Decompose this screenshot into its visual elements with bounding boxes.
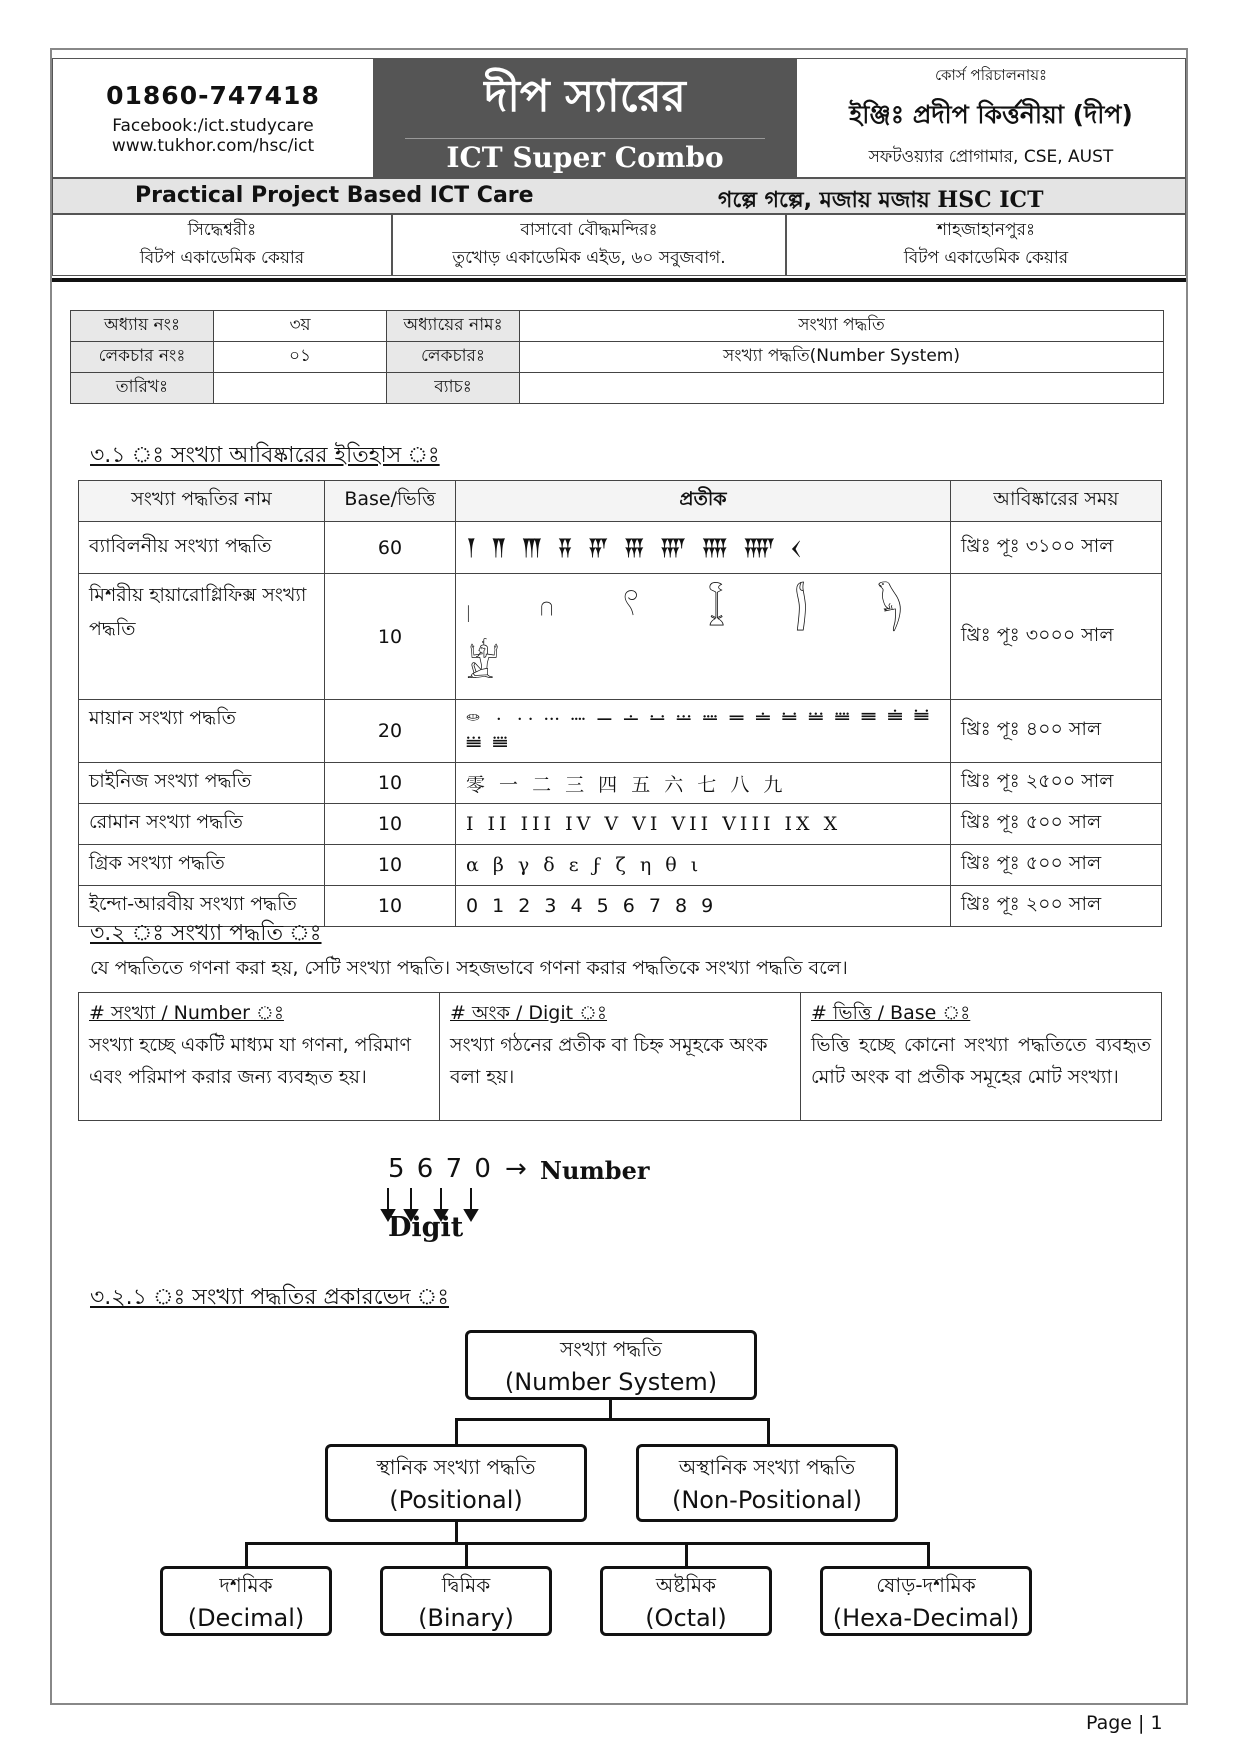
branch-3 — [786, 214, 1186, 276]
branch-name: বিটপ একাডেমিক কেয়ার — [139, 248, 305, 268]
node-bn: দশমিক — [219, 1572, 273, 1597]
branch-area: বাসাবো বৌদ্ধমন্দিরঃ — [520, 220, 658, 240]
system-symbols: 𒐕 𒐖 𒐗 𒐘 𒐙 𒐚 𒐛 𒐜 𒐝 𒌋 — [456, 522, 951, 574]
number-system-intro: যে পদ্ধতিতে গণনা করা হয়, সেটি সংখ্যা পদ্ধতি। সহজভাবে গণনা করার পদ্ধতিকে সংখ্যা পদ্ধতি বলে। — [90, 957, 848, 979]
system-symbols: 零 一 二 三 四 五 六 七 八 九 — [456, 763, 951, 804]
branch-area: শাহজাহানপুরঃ — [936, 220, 1036, 240]
system-name: রোমান সংখ্যা পদ্ধতি — [79, 804, 325, 845]
node-en: (Decimal) — [187, 1603, 305, 1632]
table-row — [79, 845, 1162, 886]
def-heading: # সংখ্যা / Number ঃ — [89, 1002, 284, 1024]
course-label: কোর্স পরিচালনায়ঃ — [934, 66, 1048, 84]
table-row — [79, 522, 1162, 574]
system-time: খ্রিঃ পূঃ ৩১০০ সাল — [951, 522, 1162, 574]
tree-connector — [927, 1542, 930, 1568]
lecture-no-label: লেকচার নংঃ — [71, 342, 214, 373]
system-time: খ্রিঃ পূঃ ২০০ সাল — [951, 886, 1162, 927]
tree-connector — [245, 1542, 248, 1568]
header-divider — [52, 278, 1186, 282]
contact-box — [52, 58, 374, 178]
instructor-name: ইঞ্জিঃ প্রদীপ কির্ত্তনীয়া (দীপ) — [849, 100, 1133, 129]
system-symbols: 𝋠 𝋡 𝋢 𝋣 𝋤 𝋥 𝋦 𝋧 𝋨 𝋩 𝋪 𝋫 𝋬 𝋭 𝋮 𝋯 𝋰 𝋱 𝋲 𝋳 — [456, 700, 951, 763]
system-name: মিশরীয় হায়ারোগ্লিফিক্স সংখ্যা পদ্ধতি — [79, 574, 325, 700]
def-body: সংখ্যা হচ্ছে একটি মাধ্যম যা গণনা, পরিমাণ এবং পরিমাপ করার জন্য ব্যবহৃত হয়। — [89, 1034, 411, 1088]
tagline-right-bn: গল্পে গল্পে, মজায় মজায় — [718, 188, 930, 213]
facebook-link[interactable]: Facebook:/ict.studycare — [112, 115, 314, 136]
node-non-positional — [636, 1444, 898, 1522]
system-time: খ্রিঃ পূঃ ৩০০০ সাল — [951, 574, 1162, 700]
node-en: (Octal) — [645, 1603, 727, 1632]
node-number-system — [465, 1330, 757, 1400]
node-decimal — [160, 1566, 332, 1636]
def-body: সংখ্যা গঠনের প্রতীক বা চিহ্ন সমূহকে অংক বলা হয়। — [450, 1034, 768, 1088]
batch-value[interactable] — [520, 373, 1164, 404]
branch-2 — [392, 214, 786, 276]
node-positional — [325, 1444, 587, 1522]
digit-label: Digit — [388, 1212, 464, 1243]
node-en: (Non-Positional) — [671, 1485, 863, 1514]
section-number-system-title: ৩.২ ঃ সংখ্যা পদ্ধতি ঃ — [90, 921, 322, 946]
branch-area: সিদ্ধেশ্বরীঃ — [187, 220, 257, 240]
system-name: মায়ান সংখ্যা পদ্ধতি — [79, 700, 325, 763]
system-name: গ্রিক সংখ্যা পদ্ধতি — [79, 845, 325, 886]
table-row — [79, 574, 1162, 700]
system-base: 10 — [325, 763, 456, 804]
node-bn: সংখ্যা পদ্ধতি — [560, 1336, 662, 1361]
def-body: ভিত্তি হচ্ছে কোনো সংখ্যা পদ্ধতিতে ব্যবহৃত মোট অংক বা প্রতীক সমূহের মোট সংখ্যা। — [811, 1034, 1151, 1088]
tree-connector — [455, 1418, 770, 1421]
page-number: Page | 1 — [1086, 1712, 1163, 1734]
node-octal — [600, 1566, 772, 1636]
system-symbols: 𓏺 𓎆 𓍢 𓆼 𓂭 𓆐 𓁨 — [456, 574, 951, 700]
section-history-title: ৩.১ ঃ সংখ্যা আবিষ্কারের ইতিহাস ঃ — [90, 443, 440, 468]
tree-connector — [245, 1542, 930, 1545]
tree-connector — [455, 1522, 458, 1544]
node-bn: ষোড়-দশমিক — [876, 1572, 976, 1597]
lecture-label: লেকচারঃ — [387, 342, 520, 373]
lecture-title: সংখ্যা পদ্ধতি(Number System) — [520, 342, 1164, 373]
history-table — [78, 480, 1162, 927]
system-name: ইন্দো-আরবীয় সংখ্যা পদ্ধতি — [79, 886, 325, 927]
node-bn: দ্বিমিক — [441, 1572, 491, 1597]
tree-connector — [767, 1418, 770, 1444]
chapter-name-label: অধ্যায়ের নামঃ — [387, 311, 520, 342]
def-heading: # অংক / Digit ঃ — [450, 1002, 608, 1024]
system-name: চাইনিজ সংখ্যা পদ্ধতি — [79, 763, 325, 804]
lecture-no: ০১ — [214, 342, 387, 373]
node-en: (Number System) — [504, 1367, 718, 1396]
website-link[interactable]: www.tukhor.com/hsc/ict — [111, 135, 315, 156]
system-time: খ্রিঃ পূঃ ৫০০ সাল — [951, 804, 1162, 845]
batch-label: ব্যাচঃ — [387, 373, 520, 404]
system-base: 10 — [325, 886, 456, 927]
system-symbols: I II III IV V VI VII VIII IX X — [456, 804, 951, 845]
system-base: 10 — [325, 845, 456, 886]
def-heading: # ভিত্তি / Base ঃ — [811, 1002, 971, 1024]
node-bn: স্থানিক সংখ্যা পদ্ধতি — [376, 1454, 536, 1479]
col-name: সংখ্যা পদ্ধতির নাম — [79, 481, 325, 522]
def-digit — [440, 993, 801, 1121]
date-value[interactable] — [214, 373, 387, 404]
tree-connector — [455, 1418, 458, 1444]
node-binary — [380, 1566, 552, 1636]
number-label: Number — [540, 1156, 650, 1185]
instructor-role: সফটওয়্যার প্রোগামার, CSE, AUST — [868, 147, 1114, 167]
system-base: 10 — [325, 804, 456, 845]
table-row — [79, 700, 1162, 763]
node-en: (Hexa-Decimal) — [832, 1603, 1020, 1632]
branch-name: বিটপ একাডেমিক কেয়ার — [903, 248, 1069, 268]
system-time: খ্রিঃ পূঃ ৪০০ সাল — [951, 700, 1162, 763]
system-time: খ্রিঃ পূঃ ৫০০ সাল — [951, 845, 1162, 886]
example-number: 5 6 7 0 — [388, 1154, 493, 1184]
chapter-no: ৩য় — [214, 311, 387, 342]
node-bn: অষ্টমিক — [655, 1572, 717, 1597]
system-base: 10 — [325, 574, 456, 700]
node-hexadecimal — [820, 1566, 1032, 1636]
system-symbols: 0 1 2 3 4 5 6 7 8 9 — [456, 886, 951, 927]
chapter-name: সংখ্যা পদ্ধতি — [520, 311, 1164, 342]
system-name: ব্যাবিলনীয় সংখ্যা পদ্ধতি — [79, 522, 325, 574]
tree-connector — [685, 1542, 688, 1568]
col-time: আবিষ্কারের সময় — [951, 481, 1162, 522]
tagline-bar — [52, 178, 1186, 214]
node-en: (Positional) — [389, 1485, 523, 1514]
def-base — [801, 993, 1162, 1121]
table-row — [79, 763, 1162, 804]
definition-table — [78, 992, 1162, 1121]
node-bn: অস্থানিক সংখ্যা পদ্ধতি — [678, 1454, 856, 1479]
instructor-box — [796, 58, 1186, 178]
system-time: খ্রিঃ পূঃ ২৫০০ সাল — [951, 763, 1162, 804]
system-base: 60 — [325, 522, 456, 574]
brand-box — [374, 58, 796, 178]
chapter-no-label: অধ্যায় নংঃ — [71, 311, 214, 342]
phone-number: 01860-747418 — [106, 80, 320, 110]
tagline-right-en: HSC ICT — [937, 187, 1044, 213]
system-base: 20 — [325, 700, 456, 763]
section-types-title: ৩.২.১ ঃ সংখ্যা পদ্ধতির প্রকারভেদ ঃ — [90, 1285, 449, 1310]
system-symbols: α β γ δ ε ϝ ζ η θ ι — [456, 845, 951, 886]
tree-connector — [609, 1400, 612, 1420]
col-base: Base/ভিত্তি — [325, 481, 456, 522]
def-number — [79, 993, 440, 1121]
table-row — [79, 804, 1162, 845]
col-symbols: প্রতীক — [456, 481, 951, 522]
branch-1 — [52, 214, 392, 276]
tagline-left: Practical Project Based ICT Care — [135, 183, 534, 208]
branch-name: তুখোড় একাডেমিক এইড, ৬০ সবুজবাগ. — [452, 248, 726, 268]
brand-subtitle: ICT Super Combo — [446, 140, 724, 174]
date-label: তারিখঃ — [71, 373, 214, 404]
tree-connector — [465, 1542, 468, 1568]
node-en: (Binary) — [418, 1603, 514, 1632]
right-arrow-icon: → — [505, 1154, 527, 1184]
brand-title: দীপ স্যারের — [484, 70, 686, 122]
lecture-info-table — [70, 310, 1164, 404]
